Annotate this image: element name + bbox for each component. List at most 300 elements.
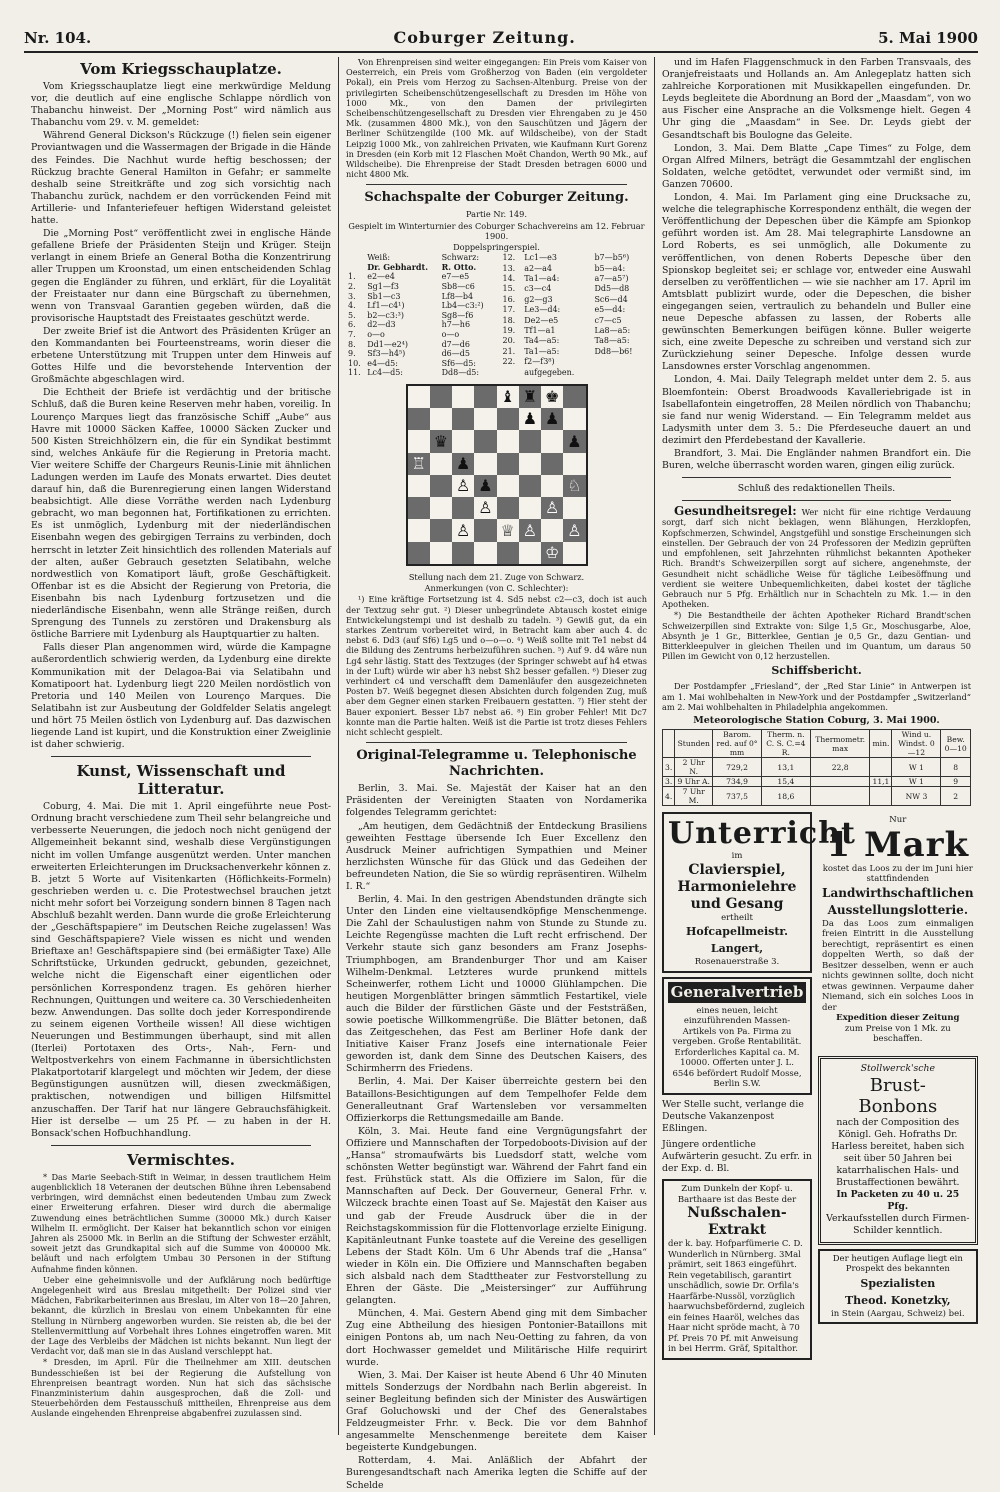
chess-piece-icon: ♙ bbox=[522, 520, 538, 540]
chess-move-row bbox=[346, 311, 493, 321]
health-ingredients: *) Die Bestandtheile der ächten Apotheker Richard Brandt'schen Schweizerpillen sind Extrakte von: Silge 1,5 Gr., Moschusgarbe, Aloe, Absynth je 1 Gr., Bitterklee, Gentian je 0,5 Gr., dazu Gentian- und Bitterkleepulver in gleichen Theilen und im Quantum, um daraus 50 Pillen im Gewicht von 0,12 herzustellen. bbox=[662, 610, 971, 662]
ad-text: in Stein (Aargau, Schweiz) bei. bbox=[831, 1308, 965, 1319]
ad-nuss-title: Nußschalen-Extrakt bbox=[687, 1205, 787, 1239]
chess-square bbox=[541, 519, 563, 541]
chess-move-cell: Sb1—c3 bbox=[367, 291, 401, 301]
chess-square bbox=[452, 430, 474, 452]
weather-header: Wind u. Windst. 0—12 bbox=[892, 730, 941, 758]
weather-cell bbox=[810, 777, 870, 787]
war-paragraph: Die „Morning Post“ veröffentlicht zwei in englische Hände gefallene Briefe der Präsidenten Steijn und Krüger. Steijn verlangt in einem Briefe an General Botha die Konzentrirung aller Truppen um Kroonstad, um einen entscheidenden Schlag gegen die Engländer zu führen, und erklärt, für die Loyalität der Freistaater nur dann eine Bürgschaft zu übernehmen, wenn von Transvaal Garantien gegeben würden, daß die provisorische Hauptstadt des Freistaates geschützt werde. bbox=[31, 228, 331, 324]
chess-move-cell: 16. bbox=[502, 294, 516, 304]
chess-move-cell: Ta4—a5: bbox=[524, 336, 560, 346]
chess-move-row bbox=[346, 292, 493, 302]
news-paragraph: London, 4. Mai. Daily Telegraph meldet unter dem 2. 5. aus Bloemfontein: Oberst Broadwoods Kavalleriebrigade ist in Isabellafontein eingetroffen, 28 Meilen nördlich von Thabanchu; sie fand nur wenig Widerstand. — Ein Telegramm meldet aus Ladysmith unter dem 3. 5.: Die Pferdeseuche dauert an und dezimirt den Pferdebestand der Kavallerie. bbox=[662, 374, 971, 446]
ad-text: Clavierspiel, bbox=[688, 861, 786, 878]
chess-square bbox=[497, 453, 519, 475]
chess-move-cell: c3—c4 bbox=[524, 284, 552, 294]
chess-square bbox=[497, 519, 519, 541]
chess-move-cell: 11. bbox=[348, 368, 361, 378]
chess-move-cell: Sc6—d4 bbox=[594, 294, 628, 304]
health-body: Wer nicht für eine richtige Verdauung sorgt, darf sich nicht beklagen, wenn Blähungen, Herzklopfen, Kopfschmerzen, Schwindel, Angstgefühl und sonstige Erscheinungen sich einstellen. Der Gebrauch der von 24 Professoren der Medizin geprüften und empfohlenen, seit Jahrzehnten rühmlichst bekannten Apotheker Rich. Brandt's Schweizerpillen sorgt auf sichere, angenehmste, der Gesundheit nicht schädliche Weise für tägliche Leibesöffnung und verdient sie weitere Unbequemlichkeiten, dabei kostet der tägliche Gebrauch nur 5 Pfg. Erhältlich nur in Schachteln zu Mk. 1.— in den Apotheken. bbox=[662, 507, 971, 610]
chess-square bbox=[474, 408, 496, 430]
chess-square bbox=[519, 475, 541, 497]
page-number: Nr. 104. bbox=[24, 29, 92, 47]
ad-text: zum Preise von 1 Mk. zu beschaffen. bbox=[844, 1023, 951, 1045]
chess-move-row bbox=[346, 359, 493, 369]
chess-move-cell: 15. bbox=[502, 284, 516, 294]
chess-square bbox=[497, 497, 519, 519]
chess-square bbox=[519, 453, 541, 475]
chess-move-cell: b7—b5⁶) bbox=[594, 253, 630, 263]
chess-move-cell: Sg1—f3 bbox=[367, 282, 399, 292]
chess-position-caption: Stellung nach dem 21. Zuge von Schwarz. bbox=[408, 571, 585, 582]
chess-square bbox=[541, 408, 563, 430]
weather-cell: 9 bbox=[941, 777, 971, 787]
chess-move-row bbox=[501, 357, 648, 367]
ad-waerterin: Jüngere ordentliche Aufwärterin gesucht. Zu erfr. in der Exp. d. Bl. bbox=[662, 1138, 812, 1174]
ad-text: Hofcapellmeistr. Langert, bbox=[685, 925, 789, 956]
ad-nussschalen bbox=[662, 1179, 812, 1360]
issue-date: 5. Mai 1900 bbox=[878, 29, 978, 47]
weather-cell bbox=[870, 787, 892, 806]
chess-move-cell: 13. bbox=[502, 263, 516, 273]
chess-move-cell: c7—c5 bbox=[594, 315, 622, 325]
chess-move-row bbox=[501, 253, 648, 263]
chess-move-row bbox=[346, 368, 493, 378]
chess-move-cell: f2—f3⁸) bbox=[524, 357, 555, 367]
chess-square bbox=[497, 475, 519, 497]
chess-move-cell: Sf3—h4⁵) bbox=[367, 349, 406, 359]
chess-move-cell: 12. bbox=[502, 253, 516, 263]
column-3 bbox=[655, 57, 978, 1435]
chess-piece-icon: ♘ bbox=[567, 476, 582, 496]
chess-move-cell: Dd5—d8 bbox=[594, 284, 630, 294]
ad-spezialist bbox=[818, 1249, 978, 1325]
ad-text: Nur bbox=[889, 815, 907, 826]
chess-square bbox=[519, 519, 541, 541]
misc-title: Vermischtes. bbox=[127, 1150, 235, 1169]
chess-square bbox=[452, 408, 474, 430]
chess-square bbox=[541, 453, 563, 475]
chess-move-cell: Sf6—d5: bbox=[441, 358, 476, 368]
ad-text: nach der Composition des Königl. Geh. Hofraths Dr. Harless bereitet, haben sich seit über 50 Jahren bei katarrhalischen Hals- und Brustaffectionen bewährt. bbox=[831, 1116, 965, 1189]
chess-square bbox=[452, 542, 474, 564]
chess-square bbox=[408, 408, 430, 430]
chess-move-cell: g2—g3 bbox=[524, 294, 553, 304]
telegram-quote: „Am heutigen, dem Gedächtniß der Entdeckung Brasiliens geweihten Festtage übersende Ich Euer Excellenz den Ausdruck Meiner aufrichtigen Sympathien und Meiner herzlichsten Wünsche für das Glück und das Gedeihen der befreundeten Nation, die Sie so würdig repräsentiren. Wilhelm I. R.“ bbox=[346, 820, 647, 892]
art-title: Kunst, Wissenschaft und Litteratur. bbox=[76, 762, 286, 799]
chess-square bbox=[430, 542, 452, 564]
chess-piece-icon: ♙ bbox=[544, 498, 560, 518]
chess-move-row bbox=[501, 336, 648, 346]
chess-title: Schachspalte der Coburger Zeitung. bbox=[364, 190, 629, 206]
ad-text: In Packeten zu 40 u. 25 Pfg. bbox=[836, 1189, 960, 1213]
chess-square bbox=[452, 475, 474, 497]
chess-move-row bbox=[501, 316, 648, 326]
chess-move-cell: La8—a5: bbox=[594, 325, 631, 335]
black-label: Schwarz: bbox=[441, 253, 480, 263]
white-label: Weiß: bbox=[367, 253, 391, 263]
news-paragraph: Brandfort, 3. Mai. Die Engländer nahmen Brandfort ein. Die Buren, welche überrascht worden waren, gingen eilig zurück. bbox=[662, 448, 971, 472]
chess-move-row bbox=[346, 272, 493, 282]
divider bbox=[51, 1145, 311, 1146]
chess-move-cell: 19. bbox=[502, 325, 516, 335]
chess-move-cell: 10. bbox=[348, 358, 361, 368]
chess-move-row bbox=[501, 326, 648, 336]
weather-header: Thermometr. max bbox=[810, 730, 870, 758]
chess-square bbox=[563, 430, 585, 452]
ad-text: ertheilt bbox=[721, 912, 753, 923]
ship-report: Der Postdampfer „Friesland“, der „Red Star Linie“ in Antwerpen ist am 1. Mai wohlbehalten in New-York und der Postdampfer „Switzerland“ am 2. Mai wohlbehalten in Philadelphia angekommen. bbox=[662, 681, 971, 712]
chess-moves-left bbox=[346, 253, 493, 378]
chess-move-cell: Lc4—d5: bbox=[367, 368, 403, 378]
ads-row bbox=[662, 812, 974, 1360]
chess-square bbox=[430, 519, 452, 541]
chess-move-row bbox=[501, 295, 648, 305]
ship-title: Schiffsbericht. bbox=[771, 664, 862, 678]
telegram-paragraph: Berlin, 3. Mai. Se. Majestät der Kaiser hat an den Präsidenten der Vereinigten Staaten von Nordamerika folgendes Telegramm gerichtet: bbox=[346, 783, 647, 819]
chess-move-cell: Sb8—c6 bbox=[441, 282, 475, 292]
chess-move-cell: 3. bbox=[348, 291, 356, 301]
chess-piece-icon: ♚ bbox=[544, 387, 560, 407]
chess-move-cell: o—o bbox=[441, 330, 460, 339]
chess-move-row bbox=[501, 347, 648, 357]
divider bbox=[682, 500, 951, 501]
chess-move-cell: e4—d5: bbox=[367, 358, 398, 368]
ad-text: Harmonielehre bbox=[677, 878, 797, 895]
chess-move-cell: Dd8—d5: bbox=[441, 368, 480, 378]
chess-move-row bbox=[346, 301, 493, 311]
chess-square bbox=[497, 430, 519, 452]
chess-move-cell: 6. bbox=[348, 320, 356, 330]
telegram-paragraph: Berlin, 4. Mai. In den gestrigen Abendstunden drängte sich Unter den Linden eine vieltausendköpfige Menschenmenge. Die Zahl der Schaulustigen nahm von Stunde zu Stunde zu. Leichte Regengüsse machten die Luft recht erfrischend. Der Verkehr staute sich ganz besonders am Franz Josephs-Triumphbogen, am Brandenburger Thor und am Kaiser Wilhelm-Denkmal. Letzteres wurde prunkend mittels Scheinwerfer, rothem Licht und 10000 Glühlampchen. Die heutigen Morgenblätter bringen sämmtlich Festartikel, viele auch die Bilder der fürstlichen Gäste und der Feststräßen, sowie poetische Willkommengrüße. Die Blätter betonen, daß das Zeitgeschehen, das Fest am Berliner Hofe dank der Initiative Kaiser Franz Josefs eine internationale Feier geworden ist, dank dem Sinne des Deutschen Kaisers, des Schirmherrn des Friedens. bbox=[346, 894, 647, 1075]
chess-square bbox=[408, 542, 430, 564]
chess-move-cell: 20. bbox=[502, 336, 516, 346]
chess-move-cell: Ta1—a4: bbox=[524, 274, 560, 284]
weather-cell: 737,5 bbox=[713, 787, 762, 806]
column-1 bbox=[24, 57, 339, 1435]
ad-text: und Gesang bbox=[690, 895, 784, 912]
end-editorial-notice: Schluß des redaktionellen Theils. bbox=[737, 483, 896, 495]
war-paragraph: Falls dieser Plan angenommen wird, würde die Kampagne außerordentlich schwierig werden, da Lydenburg eine direkte Kommunikation mit der Delagoa-Bai via Selatibahn und Komatipoort hat. Lydenburg liegt 220 Meilen nordöstlich von Pretoria und 140 Meilen von Lourenço Marques. Die Selatibahn ist zur Ausbeutung der Goldfelder Selatis angelegt und hört 75 Meilen östlich von Lydenburg auf. Das dazwischen liegende Land ist kupirt, und die Konstruktion einer Zweiglinie ist daher schwierig. bbox=[31, 642, 331, 751]
chess-move-row bbox=[346, 340, 493, 350]
weather-row bbox=[663, 787, 971, 806]
chess-move-cell: Ta8—a5: bbox=[594, 336, 630, 346]
chess-moves-right bbox=[501, 253, 648, 378]
chess-move-cell: Tf1—a1 bbox=[524, 325, 556, 335]
chess-square bbox=[563, 475, 585, 497]
news-paragraph: und im Hafen Flaggenschmuck in den Farben Transvaals, des Oranjefreistaats und Hollands an. Am Anlegeplatz hatten sich zahlreiche Korporationen mit Musikkapellen eingefunden. Dr. Leyds begleitete die Abordnung an Bord der „Maasdam“, von wo aus Fischer eine Ansprache an die Volksmenge hielt. Gegen 4 Uhr ging die „Maasdam“ in See. Dr. Leyds giebt der Gesandtschaft bis Boulogne das Geleite. bbox=[662, 57, 971, 141]
chess-square bbox=[474, 542, 496, 564]
white-player: Dr. Gebhardt. bbox=[367, 261, 428, 272]
chess-square bbox=[430, 430, 452, 452]
chess-square bbox=[519, 542, 541, 564]
telegram-title: Original-Telegramme u. Telephonische Nachrichten. bbox=[356, 748, 637, 780]
chess-square bbox=[474, 453, 496, 475]
chess-move-cell: 7. bbox=[348, 330, 356, 339]
chess-moves bbox=[346, 253, 647, 378]
ads-right bbox=[818, 812, 978, 1360]
prizes-paragraph: Von Ehrenpreisen sind weiter eingegangen: Ein Preis vom Kaiser von Oesterreich, ein Preis vom Großherzog von Baden (ein vergoldeter Pokal), ein Preis vom Herzog zu Sachsen-Altenburg. Preise von der privilegirten Scheibenschützengesellschaft zu Dresden im Höhe von 1000 Mk., von den Damen der privilegirten Scheibenschützengesellschaft zu Dresden vier Ehrengaben zu je 450 Mk. (zusammen 4800 Mk.), von den Sauschützen und Jägern der Berliner Schützengilde (100 Mk. auf Wildscheibe), von der Stadt Leipzig 1000 Mk., von zahlreichen Privaten, wie Kaufmann Kurt Gorenz in Dresden (ein Korb mit 12 Flaschen Moët Chandon, Werth 90 Mk., auf Wildscheibe). Die Ehrenpreise der Stadt Dresden betragen 6000 und nicht 4800 Mk. bbox=[346, 57, 647, 180]
chess-square bbox=[541, 430, 563, 452]
chess-move-row bbox=[346, 320, 493, 330]
chess-square bbox=[474, 475, 496, 497]
masthead bbox=[24, 28, 978, 53]
chess-move-cell: 21. bbox=[502, 346, 516, 356]
chess-move-cell: 2. bbox=[348, 282, 356, 292]
chess-piece-icon: ♟ bbox=[567, 431, 582, 451]
chess-move-cell: 22. bbox=[502, 357, 516, 367]
chess-square bbox=[541, 386, 563, 408]
chess-move-row bbox=[501, 368, 648, 378]
ad-text: Zum Dunkeln der Kopf- u. Barthaare ist das Beste der bbox=[677, 1184, 797, 1205]
chess-piece-icon: ♟ bbox=[522, 409, 538, 429]
chess-move-cell: Lc1—e3 bbox=[524, 253, 557, 263]
chess-game-number: Partie Nr. 149. bbox=[466, 209, 527, 220]
chess-square bbox=[474, 386, 496, 408]
chess-square bbox=[541, 542, 563, 564]
weather-row bbox=[663, 758, 971, 777]
ad-general-body: eines neuen, leicht einzuführenden Massen-Artikels von Pa. Firma zu vergeben. Große Rentabilität. Erforderliches Kapital ca. M. 10000. Offerten unter J. L. 6546 befördert Rudolf Mosse, Berlin S.W. bbox=[672, 1005, 802, 1090]
chess-square bbox=[430, 453, 452, 475]
weather-cell: 18,6 bbox=[761, 787, 810, 806]
chess-move-row bbox=[501, 305, 648, 315]
chess-move-row bbox=[346, 282, 493, 292]
war-paragraph: Der zweite Brief ist die Antwort des Präsidenten Krüger an den Kommandanten bei Fourteenstreams, worin dieser die erbetene Unterstützung mit Truppen unter dem Hinweis auf Gottes Hilfe und die bevorstehende Intervention der Großmächte abgeschlagen wird. bbox=[31, 325, 331, 386]
chess-move-cell bbox=[592, 368, 647, 378]
ads-left bbox=[662, 812, 856, 1360]
column-2 bbox=[339, 57, 655, 1491]
chess-square bbox=[563, 542, 585, 564]
chess-notes: ¹) Eine kräftige Fortsetzung ist 4. Sd5 nebst c2—c3, doch ist auch der Textzug sehr gut. ²) Dieser unbegründete Abtausch kostet einige Entwickelungstempi und ist deshalb zu tadeln. ³) Gewiß gut, da ein starkes Zentrum vorbereitet wird, in Betracht kam aber auch 4. dc nebst 6. Dd3 (auf Sf6) Lg5 und o—o—o. ⁴) Weiß sollte mit Te1 nebst d4 die Bildung des Zentrums herbeizuführen suchen. ⁵) Auf 9. d4 wäre nun Lg4 sehr lästig. Statt des Textzuges (der Springer schwebt auf h4 etwas in der Luft) würde wir aber h3 nebst Sh2 besser gefallen. ⁶) Dieser zug verhindert c4 und verschafft dem Damenläufer den ausgezeichneten Posten b7. Weiß begegnet diesen Absichten durch folgenden Zug, muß aber dem Gegner einen starken Freibauern gestatten. ⁷) Hier steht der Bauer exponiert. Besser Lb7 nebst a6. ⁸) Ein grober Fehler! Mit Dc7 konnte man die Partie halten. Weiß ist die Partie ist trotz dieses Fehlers nicht schlecht gespielt. bbox=[346, 594, 647, 738]
chess-move-row bbox=[501, 274, 648, 284]
ad-general-headline: Generalvertrieb bbox=[668, 982, 806, 1003]
misc-paragraph: * Dresden, im April. Für die Theilnehmer am XIII. deutschen Bundesschießen ist bei der Regierung die Aufstellung von Ehrenpreisen beantragt worden. Nun hat sich das sächsische Finanzministerium dahin ausgesprochen, daß die Zoll- und Steuerbehörden dem Festausschuß mittheilen, Ehrenpreise aus dem Auslande eingehenden Ehrenpreise abgabenfrei zuzulassen sind. bbox=[31, 1357, 331, 1419]
war-paragraph: Während General Dickson's Rückzuge (!) fielen sein eigener Proviantwagen und die Wassermagen der Brigade in die Hände des Feindes. Die Nachhut wurde heftig beschossen; der Rückzug brachte General Hamilton in Gefahr; er sammelte deshalb seine Streitkräfte und zog sich vorsichtig nach Thabanchu zurück, nachdem er den vorrückenden Feind mit Artillerie- und Infanteriefeuer heftigen Widerstand geleistet hatte. bbox=[31, 130, 331, 227]
chess-square bbox=[497, 408, 519, 430]
chess-piece-icon: ♙ bbox=[478, 498, 493, 518]
chess-move-cell: d2—d3 bbox=[367, 320, 396, 330]
divider bbox=[51, 756, 311, 757]
weather-cell: 22,8 bbox=[810, 758, 870, 777]
ad-text: Da das Loos zum einmaligen freien Eintritt in die Ausstellung berechtigt, repräsentirt es einen doppelten Werth, so daß der Besitzer desselben, wenn er auch nichts gewinnen sollte, doch nicht etwas gewinnen. Verpaume daher Niemand, sich ein solches Loos in der bbox=[822, 918, 974, 1013]
ad-text: Bonbons bbox=[858, 1095, 938, 1117]
newspaper-title: Coburger Zeitung. bbox=[393, 28, 576, 47]
telegram-paragraph: Wien, 3. Mai. Der Kaiser ist heute Abend 6 Uhr 40 Minuten mittels Sonderzugs der Nordbahn nach Berlin abgereist. In seiner Begleitung befinden sich der Minister des Auswärtigen Graf Goluchowski und der Chef des Generalstabes Feldzeugmeister Frhr. v. Beck. Die vor dem Bahnhof angesammelte Menschenmenge bereitete dem Kaiser begeisterte Kundgebungen. bbox=[346, 1369, 647, 1454]
chess-square bbox=[452, 519, 474, 541]
ad-lotterie bbox=[818, 812, 978, 1048]
chess-move-cell: Lf1—c4¹) bbox=[367, 301, 405, 311]
chess-square bbox=[541, 497, 563, 519]
chess-move-cell: Dd8—b6! bbox=[594, 346, 633, 356]
ad-unterricht bbox=[662, 812, 856, 973]
weather-cell: 3. bbox=[663, 777, 675, 787]
chess-square bbox=[474, 519, 496, 541]
chess-move-cell: 9. bbox=[348, 349, 356, 359]
ad-text: Spezialisten bbox=[860, 1276, 936, 1290]
weather-cell: 2 bbox=[941, 787, 971, 806]
chess-square bbox=[563, 408, 585, 430]
chess-move-cell: Lf8—b4 bbox=[441, 291, 474, 301]
chess-move-cell: 4. bbox=[348, 301, 356, 311]
weather-cell: W 1 bbox=[892, 777, 941, 787]
chess-piece-icon: ♟ bbox=[455, 453, 471, 473]
ad-unterricht-headline: Unterricht bbox=[668, 816, 856, 852]
news-paragraph: London, 3. Mai. Dem Blatte „Cape Times“ zu Folge, dem Organ Alfred Milners, beträgt die Gesammtzahl der englischen Soldaten, welche getödtet, verwundet oder vermißt sind, im Ganzen 70600. bbox=[662, 142, 971, 190]
chess-notes-title: Anmerkungen (von C. Schlechter): bbox=[424, 583, 569, 594]
chess-square bbox=[452, 386, 474, 408]
health-ad bbox=[662, 506, 971, 609]
chess-piece-icon: ♙ bbox=[455, 476, 471, 496]
chess-square bbox=[452, 453, 474, 475]
telegram-paragraph: Berlin, 4. Mai. Der Kaiser überreichte gestern bei den Bataillons-Besichtigungen auf dem Tempelhofer Felde dem Generalleutnant Graf Wartensleben vor versammelten Offizierkorps die Rettungsmedaille am Bande. bbox=[346, 1076, 647, 1124]
chess-move-cell: Ta1—a5: bbox=[524, 346, 560, 356]
weather-corner bbox=[663, 730, 675, 758]
chess-square bbox=[408, 430, 430, 452]
chess-piece-icon: ♟ bbox=[544, 409, 560, 429]
chess-square bbox=[497, 386, 519, 408]
chess-move-cell: e2—e4 bbox=[367, 272, 395, 282]
chess-move-cell: Lb4—c3:²) bbox=[441, 301, 484, 311]
chess-move-cell: a2—a4 bbox=[524, 263, 552, 273]
weather-row bbox=[663, 777, 971, 787]
chess-square bbox=[408, 519, 430, 541]
ad-text: Brust- bbox=[869, 1074, 926, 1096]
chess-square bbox=[519, 408, 541, 430]
war-title: Vom Kriegsschauplatze. bbox=[80, 60, 282, 78]
chess-move-cell: d7—d6 bbox=[441, 339, 470, 349]
chess-move-cell: d6—d5 bbox=[441, 349, 470, 359]
weather-cell: 9 Uhr A. bbox=[675, 777, 713, 787]
chess-move-cell bbox=[501, 368, 523, 378]
chess-move-cell: 5. bbox=[348, 310, 356, 320]
chess-move-cell: 8. bbox=[348, 339, 356, 349]
chess-move-cell: aufgegeben. bbox=[524, 367, 575, 377]
weather-header: Therm. n. C. S. C.=4 R. bbox=[761, 730, 810, 758]
chess-square bbox=[563, 519, 585, 541]
chess-square bbox=[408, 453, 430, 475]
chess-square bbox=[430, 408, 452, 430]
chess-board bbox=[406, 384, 588, 566]
chess-square bbox=[408, 475, 430, 497]
divider bbox=[366, 184, 627, 185]
ad-text: Rosenauerstraße 3. bbox=[694, 957, 780, 968]
chess-move-cell: a7—a5⁷) bbox=[594, 274, 629, 284]
weather-cell: 7 Uhr M. bbox=[675, 787, 713, 806]
chess-move-cell: Dd1—e2⁴) bbox=[367, 339, 408, 349]
ad-stollwerck bbox=[818, 1056, 978, 1245]
chess-square bbox=[474, 430, 496, 452]
chess-piece-icon: ♛ bbox=[433, 431, 449, 451]
chess-move-cell: h7—h6 bbox=[441, 320, 471, 330]
weather-cell: W 1 bbox=[892, 758, 941, 777]
chess-move-cell: b2—c3:³) bbox=[367, 310, 405, 320]
ad-stelle: Wer Stelle sucht, verlange die Deutsche Vakanzenpost Eßlingen. bbox=[662, 1098, 804, 1134]
chess-move-cell: b5—a4: bbox=[594, 263, 626, 273]
weather-cell: 4. bbox=[663, 787, 675, 806]
weather-table bbox=[662, 729, 971, 806]
chess-move-row bbox=[346, 330, 493, 340]
chess-move-cell: 14. bbox=[502, 274, 516, 284]
ad-text: im bbox=[731, 851, 743, 862]
chess-move-row bbox=[501, 264, 648, 274]
chess-move-cell: e7—e5 bbox=[441, 272, 470, 282]
ad-text: der k. bay. Hofparfümerie C. D. Wunderlich in Nürnberg. 3Mal prämirt, seit 1863 eingeführt. Rein vegetabilisch, garantirt unschädlich, sowie Dr. Orfila's Haarfärbe-Nussöl, vorzüglich haarwuchsbefördernd, zugleich ein feines Haaröl, welches das Haar nicht spröde macht, à 70 Pf. Preis 70 Pf. mit Anweisung in bei Herrm. Gräf, Spitalthor. bbox=[668, 1239, 805, 1355]
chess-move-cell bbox=[592, 357, 647, 367]
war-paragraph: Die Echtheit der Briefe ist verdächtig und der britische Schluß, daß die Buren keine Reserven mehr haben, voreilig. In Lourenço Marques liegt das französische Schiff „Aube“ aus Havre mit 10000 Säcken Kaffee, 10000 Säcken Zucker und 500 Kisten Streichhölzern ein, die für ein Syndikat bestimmt sind, welches Ankäufe für die Regierung in Pretoria macht. Vier weitere Schiffe der Chargeurs Reunis-Linie mit ähnlichen Ladungen werden im Laufe des Monats erwartet. Dies deutet darauf hin, daß die Burenregierung einen langen Widerstand beabsichtigt. Alle diese Vorräthe werden nach Lydenburg gebracht, wo man begonnen hat, Fortifikationen zu errichten. Es ist unmöglich, Lydenburg mit der niederländischen Eisenbahn wegen des gebirgigen Terrains zu verbinden, doch herrscht in letzter Zeit hinsichtlich des rollenden Materials auf der alten, außer Gebrauch gesetzten Selatibahn, welche nordwestlich von Komatiport läuft, große Geschäftigkeit. Offenbar ist es die Absicht der Regierung von Pretoria, die Eisenbahn bis nach Lydenburg fortzusetzen und die niederländische Eisenbahn, wenn alle Stränge reißen, durch Sprengung des Tunnels zu zerstören und Drakensburg als östliche Barriere mit Lydenburg als Hauptquartier zu halten. bbox=[31, 387, 331, 641]
chess-square bbox=[408, 497, 430, 519]
misc-paragraph: * Das Marie Seebach-Stift in Weimar, in dessen trautlichem Heim augenblicklich 18 Veteranen der deutschen Bühne ihren Lebensabend verbringen, wird demnächst einen bedeutenden Umbau zum Zweck einer Erweiterung erfahren. Dieser wird durch die abermalige Zuwendung eines beträchtlichen Summe (30000 Mk.) durch Kaiser Wilhelm II. ermöglicht. Der Kaiser hat bekanntlich schon vor einigen Jahren als 25000 Mk. in Berlin an die Stiftung der Schwester erzählt, soweit jetzt das Grundkapital sich auf die Summe von 400000 Mk. beläuft und nach erfolgtem Umbau 30 Personen in der Stiftung Aufnahme finden können. bbox=[31, 1171, 331, 1274]
chess-move-cell: e5—d4: bbox=[594, 305, 626, 315]
weather-cell: 15,4 bbox=[761, 777, 810, 787]
weather-title: Meteorologische Station Coburg, 3. Mai 1900. bbox=[693, 714, 940, 726]
ad-text: Theod. Konetzky, bbox=[844, 1293, 951, 1307]
ad-text: Der heutigen Auflage liegt ein Prospekt des bekannten bbox=[832, 1253, 963, 1275]
ad-text: Landwirthschaftlichen Ausstellungslotterie. bbox=[822, 885, 974, 917]
ad-text: Expedition dieser Zeitung bbox=[836, 1013, 960, 1024]
chess-move-cell: 18. bbox=[502, 315, 516, 325]
weather-cell bbox=[810, 787, 870, 806]
divider bbox=[366, 742, 627, 743]
chess-game-info: Gespielt im Winterturnier des Coburger Schachvereins am 12. Februar 1900. bbox=[348, 220, 645, 241]
chess-move-cell: 17. bbox=[502, 305, 516, 315]
weather-header: Stunden bbox=[675, 730, 713, 758]
chess-move-cell: De2—e5 bbox=[524, 315, 559, 325]
chess-square bbox=[430, 497, 452, 519]
chess-piece-icon: ♙ bbox=[455, 520, 471, 540]
chess-square bbox=[452, 497, 474, 519]
divider bbox=[682, 477, 951, 478]
ad-mark-headline: 1 Mark bbox=[826, 824, 970, 865]
chess-piece-icon: ♙ bbox=[567, 520, 582, 540]
weather-header: min. bbox=[870, 730, 892, 758]
weather-cell: 2 Uhr N. bbox=[675, 758, 713, 777]
telegram-paragraph: Rotterdam, 4. Mai. Anläßlich der Abfahrt der Burengesandtschaft nach Amerika legten die Schiffe auf der Schelde bbox=[346, 1455, 647, 1491]
chess-square bbox=[497, 542, 519, 564]
art-paragraph: Coburg, 4. Mai. Die mit 1. April eingeführte neue Post-Ordnung bracht verschiedene zum Theil sehr belangreiche und verbesserte Neuerungen, die jedoch noch nicht genügend der Allgemeinheit bekannt sind, weshalb diese Vergünstigungen nicht im vollen Umfange ausgenützt werden. Unter manchen erweiterten Erleichterungen im Drucksachenverkehr können z. B. jetzt 5 Worte auf Visitenkarten (Höflichkeits-Formeln) geschrieben werden u. c. Die Protestwechsel brauchen jetzt nicht mehr sofort bei Vorzeigung sondern binnen 8 Tagen nach Abschluß bezahlt werden. Dann wurde die große Erleichterung der „Geschäftspapiere“ im Deutschen Reiche zugelassen! Was sind Geschäftspapiere? Viele wissen es nicht und wenden Brieftaxe an! Geschäftspapiere sind (bei ermäßigter Taxe) Alle Schriftstücke, Urkunden gedruckt, gebunden, gezeichnet, welche nicht die Eigenschaft einer eigentlichen oder persönlichen Korrespondenz tragen. Es gehören hierher Rechnungen, Quittungen und weitere ca. 30 Verschiedenheiten bezw. Anwendungen. Das sollte doch jeder Korrespondirende zu seinem eigenen Vortheile wissen! All diese wichtigen Neuerungen und Bestimmungen überhaupt, sind mit allen (Iterlei) Portotaxen des Orts-, Nah-, Fern- und Weltpostverkehrs von einem Fachmanne in übersichtlichsten Plakatportotarif klargelegt und möchten wir Jedem, der diese Begünstigungen ausnützen will, diesen zweckmäßigen, praktischen, notwendigen und billigen Hilfsmittel anzuschaffen. Der Tarif hat nur längere Gebrauchsfähigkeit. Hier ist derselbe — um 25 Pf. — zu haben in der H. Bonsack'schen Hofbuchhandlung. bbox=[31, 801, 331, 1139]
telegram-paragraph: Köln, 3. Mai. Heute fand eine Vergnügungsfahrt der Offiziere und Mannschaften der Torpedoboots-Division auf der „Hansa“ stromaufwärts bis Luedsdorf statt, welche vom schönsten Wetter begünstigt war. Während der Fahrt fand ein fest. Frühstück statt. Als die Offiziere im Salon, für die Mannschaften auf Deck. Der Gouverneur, General Frhr. v. Wilczeck brachte einen Toast auf Se. Majestät den Kaiser aus und gab der Freude Ausdruck über die in der Reichstagskommission für die Flottenvorlage erzielte Einigung. Kapitänleutnant Funke toastete auf die Vereine des geselligen Lebens der Stadt Köln. Um 6 Uhr Abends traf die „Hansa“ wieder in Köln ein. Die Offiziere und Mannschaften begaben sich alsbald nach dem Stadttheater zur Festvorstellung zu Ehren der Gäste. Die „Meistersinger“ zur Aufführung gelangten. bbox=[346, 1125, 647, 1307]
chess-opening: Doppelspringerspiel. bbox=[453, 242, 540, 253]
chess-move-cell: Sg8—f6 bbox=[441, 310, 474, 320]
weather-header: Barom. red. auf 0° mm bbox=[713, 730, 762, 758]
telegram-paragraph: München, 4. Mai. Gestern Abend ging mit dem Simbacher Zug eine Abtheilung des hiesigen Pontonier-Bataillons mit einigen Pontons ab, um nach Neu-Oetting zu fahren, da von dort Hochwasser gemeldet und Militärische Hilfe requirirt wurde. bbox=[346, 1308, 647, 1368]
chess-piece-icon: ♜ bbox=[522, 387, 538, 407]
chess-square bbox=[563, 386, 585, 408]
chess-square bbox=[563, 453, 585, 475]
chess-square bbox=[430, 386, 452, 408]
chess-piece-icon: ♟ bbox=[478, 476, 493, 496]
chess-square bbox=[563, 497, 585, 519]
chess-piece-icon: ♖ bbox=[411, 453, 426, 473]
health-title: Gesundheitsregel: bbox=[674, 504, 797, 519]
weather-cell bbox=[870, 758, 892, 777]
chess-move-cell: o—o bbox=[367, 330, 385, 339]
chess-square bbox=[408, 386, 430, 408]
weather-cell: 729,2 bbox=[713, 758, 762, 777]
chess-piece-icon: ♝ bbox=[500, 387, 515, 407]
ad-text: Verkaufsstellen durch Firmen-Schilder kenntlich. bbox=[826, 1213, 970, 1237]
weather-cell: 3. bbox=[663, 758, 675, 777]
chess-square bbox=[519, 430, 541, 452]
chess-square bbox=[430, 475, 452, 497]
ad-generalvertrieb bbox=[662, 977, 812, 1095]
chess-move-cell: Le3—d4: bbox=[524, 305, 561, 315]
chess-piece-icon: ♔ bbox=[544, 542, 560, 562]
weather-cell: 734,9 bbox=[713, 777, 762, 787]
chess-square bbox=[474, 497, 496, 519]
weather-cell: 13,1 bbox=[761, 758, 810, 777]
ad-text: kostet das Loos zu der im Juni hier stattfindenden bbox=[822, 863, 973, 885]
